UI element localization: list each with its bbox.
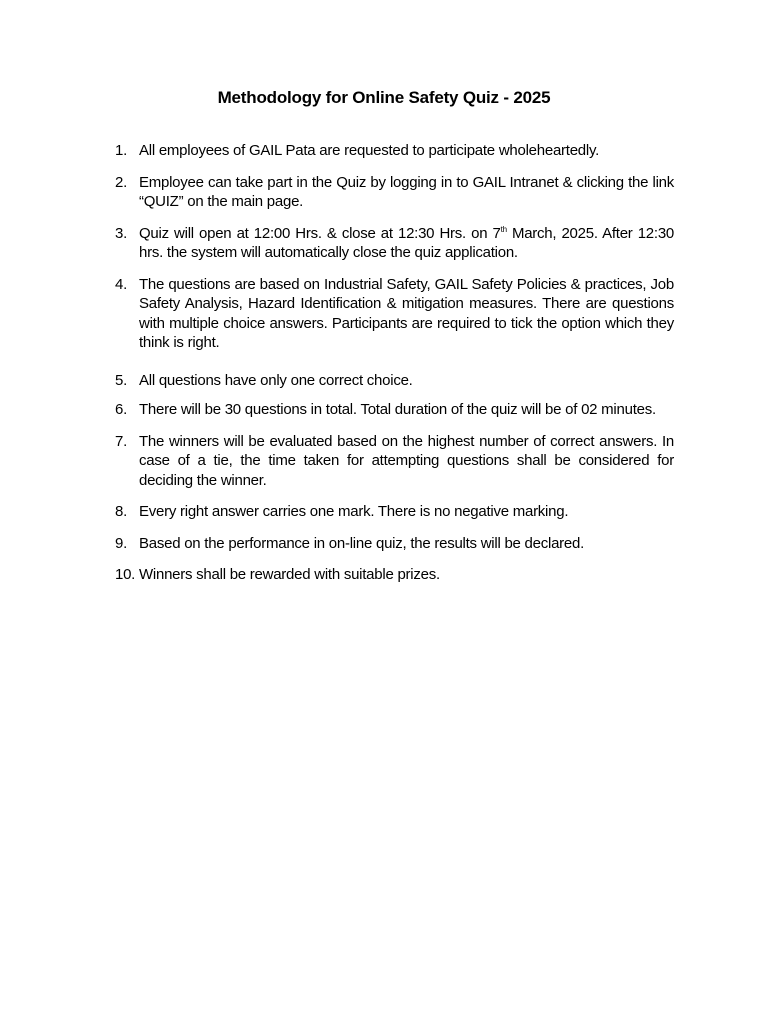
list-item [114, 275, 674, 353]
item-text: Every right answer carries one mark. There is no negative marking. [139, 503, 569, 520]
list-item [114, 400, 674, 420]
item-number: 8. [115, 503, 128, 520]
list-item [114, 224, 674, 263]
item-number: 10. [115, 566, 136, 583]
item-text: There will be 30 questions in total. Total duration of the quiz will be of 02 minutes. [139, 401, 656, 418]
item-text-before: Quiz will open at 12:00 Hrs. & close at 12:30 Hrs. on 7 [139, 224, 501, 242]
item-number: 6. [115, 401, 128, 418]
item-text: Winners shall be rewarded with suitable prizes. [139, 566, 440, 583]
item-text-after: March, 2025. After 12:30 hrs. the system will automatically close the quiz application. [139, 224, 675, 261]
item-number: 9. [115, 534, 128, 552]
list-item [114, 371, 674, 391]
item-text: The questions are based on Industrial Safety, GAIL Safety Policies & practices, Job Safety Analysis, Hazard Identification & mitigation measures. There are questions with multiple choice answers. Participants are required to tick the option which they think is right. [139, 275, 674, 351]
item-text: All questions have only one correct choice. [139, 371, 413, 389]
list-item [114, 502, 674, 522]
methodology-list [114, 141, 674, 597]
list-item [114, 534, 674, 554]
item-text: The winners will be evaluated based on the highest number of correct answers. In case of a tie, the time taken for attempting questions shall be considered for deciding the winner. [139, 432, 674, 489]
item-text: Employee can take part in the Quiz by logging in to GAIL Intranet & clicking the link “QUIZ” on the main page. [139, 173, 674, 210]
item-number: 4. [115, 275, 128, 293]
item-number: 5. [115, 371, 128, 389]
list-item [114, 141, 674, 161]
item-text: All employees of GAIL Pata are requested to participate wholeheartedly. [139, 142, 600, 159]
item-number: 1. [115, 142, 128, 159]
item-text [139, 224, 674, 263]
list-item [114, 565, 674, 585]
item-number: 7. [115, 432, 128, 450]
item-number: 2. [115, 173, 128, 191]
item-number: 3. [115, 224, 128, 242]
list-item [114, 432, 674, 491]
item-text: Based on the performance in on-line quiz, the results will be declared. [139, 534, 585, 552]
list-item [114, 173, 674, 212]
page-title: Methodology for Online Safety Quiz - 2025 [217, 88, 551, 107]
ordinal-suffix: th [500, 224, 507, 234]
